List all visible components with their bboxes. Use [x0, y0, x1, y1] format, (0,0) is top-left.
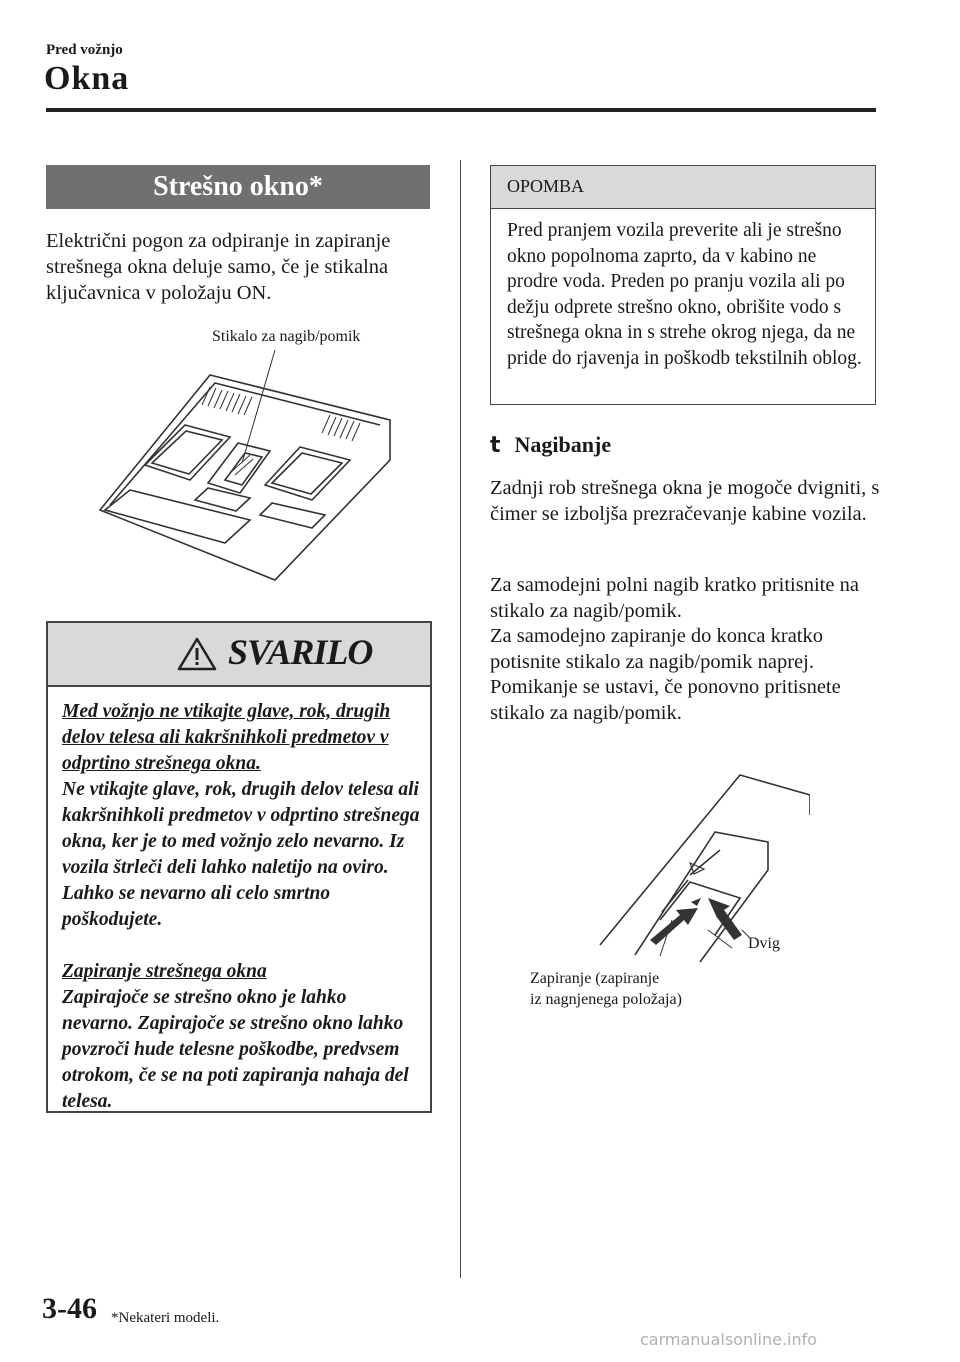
- warning-triangle-icon: [177, 637, 217, 671]
- warning-box: [46, 621, 432, 1113]
- column-divider: [460, 160, 461, 1278]
- note-body: Pred pranjem vozila preverite ali je strešno okno popolnoma zaprto, da v kabino ne prodre voda. Preden po pranju vozila ali po dežju odprete strešno okno, obrišite vodo s strešnega okna in s strehe okrog njega, da ne pride do rjavenja in poškodb tekstilnih oblog.: [507, 220, 862, 369]
- warning-text-1: Ne vtikajte glave, rok, drugih delov telesa ali kakršnihkoli predmetov v odprtino strešnega okna, ker je to med vožnjo zelo nevarno. Iz vozila štrleči deli lahko naletijo na oviro. Lahko se nevarno ali celo smrtno poškodujete.: [62, 779, 420, 930]
- watermark: carmanualsonline.info: [640, 1330, 818, 1349]
- switch-callout-label: Stikalo za nagib/pomik: [212, 328, 361, 345]
- close-label: [530, 968, 682, 1010]
- subsection-title: Nagibanje: [514, 432, 612, 457]
- warning-underlined-2: Zapiranje strešnega okna: [62, 961, 267, 982]
- warning-title: SVARILO: [228, 632, 373, 672]
- warning-body: [62, 699, 422, 1115]
- close-label-line-1: Zapiranje (zapiranje: [530, 970, 660, 987]
- page-number: 3-46: [42, 1292, 97, 1325]
- warning-header: [48, 623, 430, 687]
- close-label-line-2: iz nagnjenega položaja): [530, 991, 682, 1008]
- overhead-console-illustration: [90, 325, 430, 595]
- note-box: [490, 165, 876, 405]
- tilt-paragraph-1: Zadnji rob strešnega okna je mogoče dvigniti, s čimer se izboljša prezračevanje kabine vozila.: [490, 477, 880, 525]
- warning-underlined-1: Med vožnjo ne vtikajte glave, rok, drugih delov telesa ali kakršnihkoli predmetov v odprtino strešnega okna.: [62, 701, 391, 774]
- title-rule: [46, 108, 876, 112]
- note-title: OPOMBA: [507, 176, 585, 196]
- note-header: [491, 166, 875, 209]
- subsection-heading: [490, 432, 611, 458]
- intro-paragraph: Električni pogon za odpiranje in zapiranje strešnega okna deluje samo, če je stikalna ključavnica v položaju ON.: [46, 230, 391, 304]
- section-banner: Strešno okno*: [46, 165, 430, 209]
- section-label: Pred vožnjo: [46, 42, 123, 58]
- footnote: *Nekateri modeli.: [111, 1310, 220, 1326]
- subsection-marker: t: [490, 433, 501, 458]
- tilt-up-label: Dvig: [748, 935, 780, 952]
- warning-text-2: Zapirajoče se strešno okno je lahko nevarno. Zapirajoče se strešno okno lahko povzroči hude telesne poškodbe, predvsem otrokom, če se na poti zapiranja nahaja del telesa.: [62, 987, 409, 1112]
- tilt-paragraph-2: Za samodejni polni nagib kratko pritisnite na stikalo za nagib/pomik. Za samodejno zapiranje do konca kratko potisnite stikalo za nagib/pomik naprej. Pomikanje se ustavi, če ponovno pritisnete stikalo za nagib/pomik.: [490, 574, 859, 724]
- page-title: Okna: [44, 60, 130, 97]
